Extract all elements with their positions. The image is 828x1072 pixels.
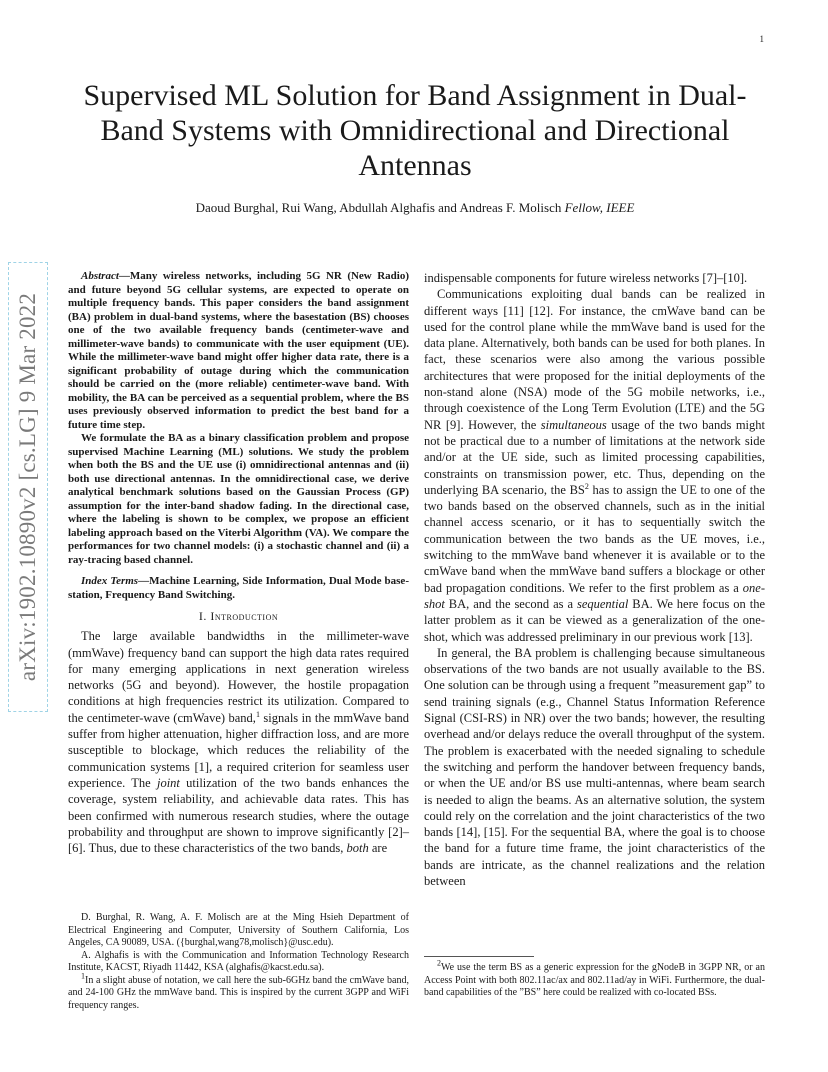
intro-oneshot: one-shot bbox=[424, 580, 765, 611]
intro-both: both bbox=[346, 841, 369, 856]
abstract-paragraph-2: We formulate the BA as a binary classification problem and propose supervised Machine Learning (ML) solutions. We study the problem when both the BS and the UE use (i) omnidirectional antennas and (ii) both use directional antennas. In the omnidirectional case, we derive analytical benchmark solutions based on the Gaussian Process (GP) assumption for the inter-band shadow fading. In the directional case, where the labeling is shown to be complex, we propose an efficient labeling approach based on the Viterbi Algorithm (VA). We compare the performances for two channel models: (i) a stochastic channel and (ii) a ray-tracing based channel. bbox=[68, 432, 409, 566]
intro-r-text-d: BA, and the second as a bbox=[444, 596, 577, 611]
intro-paragraph-2 bbox=[424, 286, 765, 645]
footnote-ref-1: 1 bbox=[255, 709, 260, 719]
author-names: Daoud Burghal, Rui Wang, Abdullah Alghafis and Andreas F. Molisch bbox=[195, 200, 562, 215]
intro-paragraph-3: In general, the BA problem is challenging because simultaneous observations of the two bands are not usually available to the BS. One solution can be through using a frequent ”measurement gap” to send training signals (e.g., Channel Status Information Reference Signal (CSI-RS) in NR) over the two bands; however, the resulting overhead and/or delays reduce the overall throughput of the system. The problem is exacerbated with the needed signaling to schedule the switching and perform the handover between frequency bands, or when the UE and/or BS use multi-antennas, where beam search is needed to align the beams. As an alternative solution, the system could rely on the correlation and the joint characteristics of the two bands [14], [15]. For the sequential BA, where the goal is to choose the band for a future time frame, the joint characteristics of the bands are intricate, as the channel realizations and the relation between bbox=[424, 645, 765, 888]
intro-r-text-e: BA. We here focus on the latter problem as it can be viewed as a generalization of the one-shot, which was addressed preliminary in our previous work [13]. bbox=[424, 596, 766, 644]
arxiv-stamp bbox=[8, 262, 48, 712]
affiliation-2: A. Alghafis is with the Communication and Information Technology Research Institute, KACST, Riyadh 11442, KSA (alghafis@kacst.edu.sa). bbox=[68, 949, 409, 973]
intro-joint: joint bbox=[156, 775, 180, 790]
intro-text-b: signals in the mmWave band suffer from higher attenuation, higher diffraction loss, and are more susceptible to blockage, which reduces the reliability of the communication systems [1], a required criterion for seamless user experience. The bbox=[68, 710, 409, 790]
arxiv-stamp-text: arXiv:1902.10890v2 [cs.LG] 9 Mar 2022 bbox=[15, 292, 40, 682]
right-column bbox=[424, 270, 765, 889]
page-number: 1 bbox=[759, 34, 764, 44]
left-column bbox=[68, 270, 409, 856]
footnote-2-text: We use the term BS as a generic expression for the gNodeB in 3GPP NR, or an Access Point with both 802.11ac/ax and 802.11ad/ay in WiFi. Furthermore, the dual-band capabilities of the ”BS” here could be realized with co-located BSs. bbox=[424, 962, 765, 998]
intro-text-c: utilization of the two bands enhances the coverage, system reliability, and achievable data rates. This has been confirmed with numerous research studies, where the outage probability and throughput are shown to improve significantly [2]–[6]. Thus, due to these characteristics of the two bands, bbox=[68, 775, 409, 856]
intro-sequential: sequential bbox=[576, 596, 629, 611]
left-footnotes bbox=[68, 912, 409, 1012]
footnote-1-text: In a slight abuse of notation, we call here the sub-6GHz band the cmWave band, and 24-100 GHz the mmWave band. This is inspired by the current 3GPP and WiFi frequency ranges. bbox=[68, 974, 409, 1011]
footnote-2 bbox=[424, 958, 765, 1000]
footnote-ref-2: 2 bbox=[584, 481, 589, 491]
intro-text-a: The large available bandwidths in the millimeter-wave (mmWave) frequency band can support the high data rates required for many emerging applications in next generation wireless networks (5G and beyond). However, the hostile propagation conditions at high frequencies restrict its utilization. Compared to the centimeter-wave (cmWave) band, bbox=[68, 629, 409, 725]
index-terms-text: —Machine Learning, Side Information, Dual Mode base-station, Frequency Band Switching. bbox=[68, 575, 409, 601]
footnote-2-mark: 2 bbox=[437, 958, 441, 968]
author-line bbox=[70, 200, 760, 216]
intro-r-text-b: usage of the two bands might not be practical due to a number of limitations at the network side and/or at the UE side, such as limited processing capabilities, constraints on transmission power, etc. Thus, depending on the underlying BA scenario, the BS bbox=[424, 417, 765, 497]
affiliation-1: D. Burghal, R. Wang, A. F. Molisch are at the Ming Hsieh Department of Electrical Engineering and Computer, University of Southern California, Los Angeles, CA 90089, USA. ({burghal,wang78,molisch}@usc.edu). bbox=[68, 912, 409, 948]
abstract-paragraph-1 bbox=[68, 270, 409, 432]
intro-simultaneous: simultaneous bbox=[540, 417, 607, 432]
section-number: I. bbox=[198, 609, 207, 623]
abstract-label: Abstract bbox=[81, 270, 119, 282]
footnote-1 bbox=[68, 971, 409, 1013]
paper-title: Supervised ML Solution for Band Assignment in Dual-Band Systems with Omnidirectional and Directional Antennas bbox=[83, 79, 747, 182]
intro-text-d: are bbox=[368, 841, 388, 856]
abstract-p1: —Many wireless networks, including 5G NR (New Radio) and future beyond 5G cellular systems, are expected to operate on multiple frequency bands. This paper considers the band assignment (BA) problem in dual-band systems, where the basestation (BS) chooses one of the two available frequency bands (centimeter-wave and millimeter-wave bands) to communicate with the user equipment (UE). While the millimeter-wave band might offer higher data rate, there is a significant probability of outage during which the communication should be carried on the (more reliable) centimeter-wave band. With mobility, the BA can be perceived as a sequential problem, where the BS uses previously observed information to predict the best band for a future time step. bbox=[68, 270, 409, 431]
author-fellow: Fellow, IEEE bbox=[564, 200, 635, 215]
intro-r-text-a: Communications exploiting dual bands can be realized in different ways [11] [12]. For instance, the cmWave band can be used for the control plane while the mmWave band is used for the data plane. Alternatively, both bands can be used for both planes. In fact, these scenarios were also among the various possible architectures that were proposed for the initial deployments of the non-stand alone (NSA) mode of the 5G mobile networks, i.e., through coexistence of the Long Term Evolution (LTE) and the 5G NR [9]. However, the bbox=[424, 287, 765, 432]
footnote-rule bbox=[424, 956, 534, 957]
right-footnotes bbox=[424, 958, 765, 1000]
index-terms-label: Index Terms bbox=[81, 575, 139, 587]
section-title: Introduction bbox=[210, 609, 279, 623]
index-terms bbox=[68, 575, 409, 602]
intro-continuation: indispensable components for future wireless networks [7]–[10]. bbox=[424, 271, 748, 285]
intro-paragraph-left bbox=[68, 628, 409, 856]
section-heading bbox=[68, 608, 409, 624]
intro-r-text-c: has to assign the UE to one of the two bands based on the observed channels, such as in the initial channel access scenario, or it has to sequentially switch the communication between the two bands as the UE moves, i.e., switching to the mmWave band whenever it is available or to the cmWave band when the mmWave band suffers a blockage or other bad propagation conditions. We refer to the first problem as a bbox=[424, 482, 765, 595]
footnote-1-mark: 1 bbox=[81, 971, 85, 981]
